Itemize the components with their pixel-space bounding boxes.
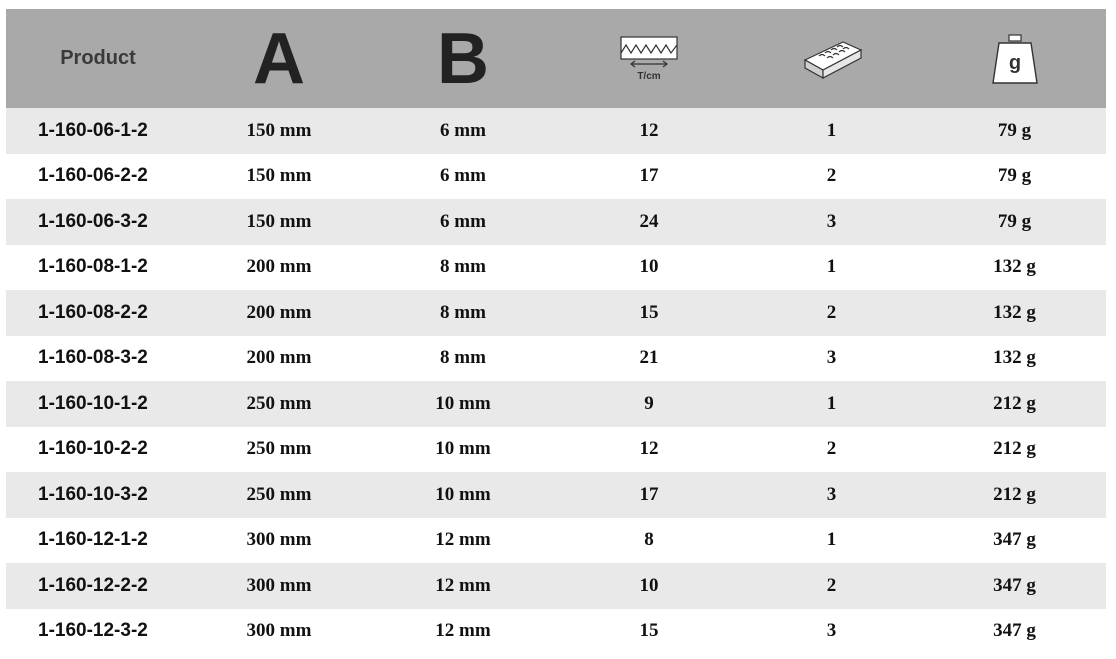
weight-cell: 212 g (993, 438, 1036, 460)
cut-cell: 3 (826, 347, 837, 369)
width-b-cell: 8 mm (440, 347, 486, 369)
length-a-cell: 300 mm (246, 529, 312, 551)
product-cell: 1-160-06-3-2 (38, 210, 148, 232)
weight-cell: 79 g (997, 165, 1032, 187)
table-row (6, 199, 1106, 245)
length-a-cell: 200 mm (246, 347, 312, 369)
length-a-cell: 150 mm (246, 119, 312, 141)
table-row (6, 245, 1106, 291)
width-b-cell: 6 mm (440, 210, 486, 232)
length-a-cell: 200 mm (246, 301, 312, 323)
weight-cell: 79 g (997, 210, 1032, 232)
teeth-per-cm-cell: 21 (639, 347, 659, 369)
length-a-cell: 250 mm (246, 483, 312, 505)
weight-unit-label: g (1008, 51, 1021, 74)
product-cell: 1-160-12-1-2 (38, 529, 148, 551)
teeth-per-cm-cell: 15 (639, 620, 659, 642)
teeth-per-cm-cell: 12 (639, 438, 659, 460)
length-a-column-header: A (253, 18, 305, 99)
table-row (6, 472, 1106, 518)
teeth-column-header (558, 9, 740, 108)
product-cell: 1-160-08-1-2 (38, 256, 148, 278)
teeth-per-cm-cell: 10 (639, 574, 659, 596)
teeth-per-cm-cell: 17 (639, 483, 659, 505)
weight-cell: 132 g (993, 301, 1036, 323)
length-a-cell: 150 mm (246, 210, 312, 232)
product-cell: 1-160-06-1-2 (38, 119, 148, 141)
table-row (6, 336, 1106, 382)
weight-cell: 347 g (993, 574, 1036, 596)
width-b-cell: 10 mm (435, 438, 491, 460)
width-b-cell: 8 mm (440, 256, 486, 278)
teeth-per-cm-cell: 10 (639, 256, 659, 278)
product-cell: 1-160-12-3-2 (38, 620, 148, 642)
product-cell: 1-160-08-2-2 (38, 301, 148, 323)
width-b-column-header: B (437, 18, 489, 99)
table-row (6, 563, 1106, 609)
weight-cell: 212 g (993, 483, 1036, 505)
spec-table (6, 9, 1106, 654)
weight-cell: 132 g (993, 256, 1036, 278)
weight-icon (987, 31, 1043, 87)
teeth-per-cm-cell: 17 (639, 165, 659, 187)
product-cell: 1-160-08-3-2 (38, 347, 148, 369)
teeth-per-cm-cell: 15 (639, 301, 659, 323)
weight-cell: 132 g (993, 347, 1036, 369)
cut-cell: 3 (826, 483, 837, 505)
length-a-cell: 250 mm (246, 438, 312, 460)
width-b-cell: 12 mm (435, 529, 491, 551)
teeth-unit-label: T/cm (637, 70, 661, 82)
length-a-cell: 250 mm (246, 392, 312, 414)
spec-table-container (6, 9, 1106, 654)
product-cell: 1-160-12-2-2 (38, 574, 148, 596)
cut-cell: 2 (826, 574, 837, 596)
teeth-per-cm-cell: 24 (639, 210, 659, 232)
table-header (6, 9, 1106, 108)
cut-cell: 1 (826, 256, 837, 278)
weight-cell: 347 g (993, 529, 1036, 551)
width-b-cell: 10 mm (435, 392, 491, 414)
cut-cell: 1 (826, 119, 837, 141)
table-body (6, 108, 1106, 654)
weight-cell: 347 g (993, 620, 1036, 642)
cut-cell: 3 (826, 620, 837, 642)
file-cut-icon (799, 36, 865, 82)
table-row (6, 154, 1106, 200)
weight-cell: 79 g (997, 119, 1032, 141)
weight-cell: 212 g (993, 392, 1036, 414)
length-a-cell: 300 mm (246, 620, 312, 642)
header-row (6, 9, 1106, 108)
table-row (6, 518, 1106, 564)
width-b-cell: 6 mm (440, 165, 486, 187)
cut-cell: 2 (826, 438, 837, 460)
length-a-cell: 200 mm (246, 256, 312, 278)
teeth-per-cm-cell: 12 (639, 119, 659, 141)
length-a-cell: 150 mm (246, 165, 312, 187)
cut-cell: 1 (826, 392, 837, 414)
table-row (6, 381, 1106, 427)
teeth-per-cm-cell: 8 (644, 529, 654, 551)
product-column-header: Product (60, 47, 136, 69)
product-cell: 1-160-10-2-2 (38, 438, 148, 460)
product-cell: 1-160-06-2-2 (38, 165, 148, 187)
table-row (6, 427, 1106, 473)
weight-column-header (923, 9, 1106, 108)
width-b-cell: 8 mm (440, 301, 486, 323)
teeth-per-cm-icon (617, 33, 681, 85)
teeth-per-cm-cell: 9 (644, 392, 654, 414)
cut-cell: 3 (826, 210, 837, 232)
width-b-cell: 12 mm (435, 620, 491, 642)
table-row (6, 290, 1106, 336)
table-row (6, 108, 1106, 154)
length-a-cell: 300 mm (246, 574, 312, 596)
cut-cell: 1 (826, 529, 837, 551)
cut-cell: 2 (826, 301, 837, 323)
width-b-cell: 10 mm (435, 483, 491, 505)
table-row (6, 609, 1106, 655)
product-cell: 1-160-10-1-2 (38, 392, 148, 414)
cut-cell: 2 (826, 165, 837, 187)
product-cell: 1-160-10-3-2 (38, 483, 148, 505)
width-b-cell: 6 mm (440, 119, 486, 141)
width-b-cell: 12 mm (435, 574, 491, 596)
cut-column-header (740, 9, 923, 108)
